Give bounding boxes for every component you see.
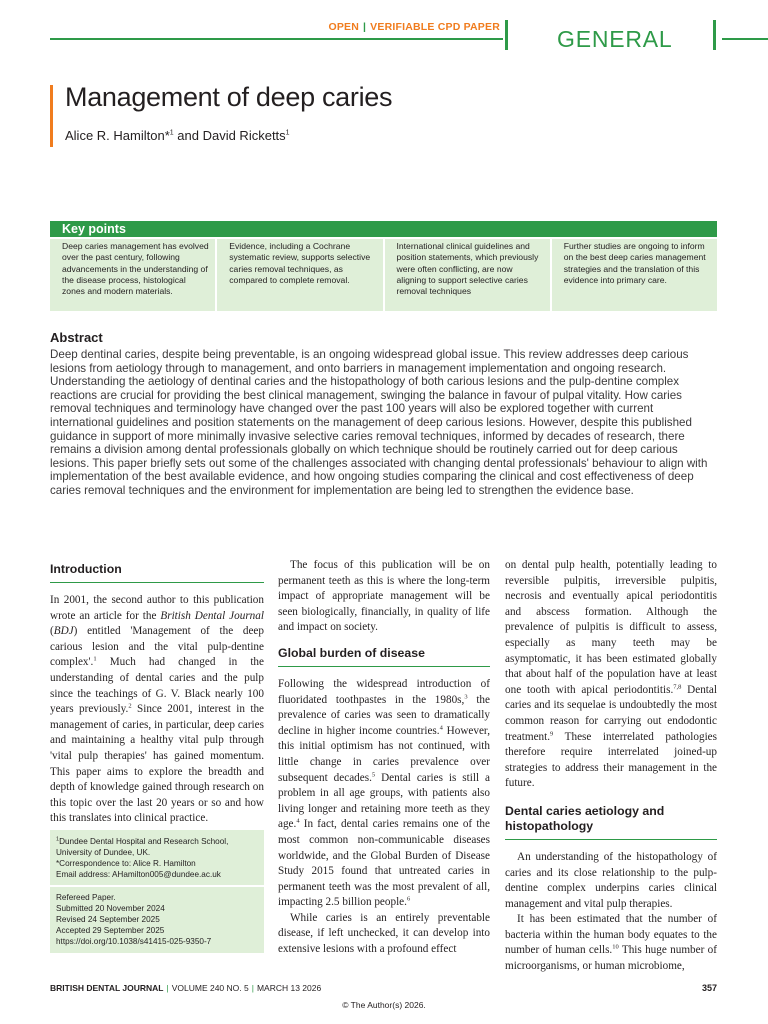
header-separator: | [363,21,367,33]
refereed-label: Refereed Paper. [56,893,116,902]
microbiome-text-a: It has been estimated that the number of bacteria within the human body equates to the number of human cells. [505,913,717,957]
burden-text-e: In fact, dental caries remains one of the most common non-communicable diseases worldwide, and the Global Burden of Disease Study 2015 found that untreated caries in permanent teeth was the most prevalent of all, impacting 2.5 billion people. [278,818,490,909]
copyright-notice: © The Author(s) 2026. [342,1000,426,1010]
header-rule-right [722,38,768,40]
citation: 5 [371,770,376,778]
section-label: GENERAL [557,26,673,52]
intro-text-b: ( [50,625,54,638]
intro-text-c: ) entitled 'Management of the deep carious lesion and the vital pulp-dentine complex'. [50,625,264,669]
global-burden-heading: Global burden of disease [278,646,490,667]
citation: 4 [296,817,300,825]
aetiology-heading: Dental caries aetiology and histopathology [505,804,717,840]
histopathology-paragraph: An understanding of the histopathology of caries and its close relationship to the pulp-dentine complex underpins caries clinical management and vital pulp therapies. [505,850,717,910]
burden-text-c: However, this initial optimism has not continued, with little change in caries prevalence over subsequent decades. [278,724,490,784]
citation: 1 [93,655,97,663]
citation: 2 [128,702,132,710]
global-burden-paragraph [278,677,490,911]
issue-date: MARCH 13 2026 [256,983,322,993]
page-number: 357 [701,983,717,993]
author-2: and David Ricketts [173,128,286,143]
pulp-text-c: These interrelated pathologies therefore require interrelated joined-up strategies to address their management in the future. [505,730,717,790]
key-points-row [50,239,717,311]
doi-link[interactable]: https://doi.org/10.1038/s41415-025-9350-7 [56,937,212,946]
article-info-box [50,830,264,953]
correspondence: *Correspondence to: Alice R. Hamilton [56,859,196,868]
citation: 6 [406,895,411,903]
citation: 7,8 [673,683,682,691]
header-rule [50,38,503,40]
open-tag: OPEN [328,21,360,33]
volume-issue: VOLUME 240 NO. 5 [171,983,249,993]
key-points-heading: Key points [50,221,717,237]
author-line [65,128,290,143]
affiliation [56,836,258,858]
footer-separator: | [251,983,254,993]
history-block [50,887,264,953]
author-2-affiliation: 1 [285,129,290,137]
column-1 [50,562,264,827]
column-3 [505,558,717,975]
author-1-affiliation: 1 [169,129,174,137]
running-footer [50,983,321,993]
citation: 3 [464,692,468,700]
section-bar-right [713,20,716,50]
pulp-health-paragraph [505,558,717,792]
key-point-3: International clinical guidelines and position statements, which previously were often conflicting, are now aligning to support selective caries removal techniques [385,239,550,311]
citation: 4 [439,724,443,732]
author-1: Alice R. Hamilton* [65,128,170,143]
affiliation-text: Dundee Dental Hospital and Research School, University of Dundee, UK. [56,837,229,857]
affiliation-block [50,830,264,885]
introduction-heading: Introduction [50,562,264,583]
article-title: Management of deep caries [65,82,393,112]
intro-text-d: Much had changed in the understanding of dental caries and the pulp since the teachings of G. V. Black nearly 100 years previously. [50,656,264,716]
intro-paragraph [50,593,264,827]
affiliation-marker: 1 [56,836,60,843]
accepted-date: Accepted 29 September 2025 [56,926,165,935]
open-access-label [328,21,500,33]
cpd-tag: VERIFIABLE CPD PAPER [370,21,500,33]
key-points-box [50,221,717,311]
burden-text-a: Following the widespread introduction of fluoridated toothpastes in the 1980s, [278,677,490,706]
key-point-2: Evidence, including a Cochrane systematic review, supports selective caries removal techniques, as compared to complete removal. [217,239,382,311]
title-accent-bar [50,85,53,147]
journal-abbrev: BDJ [53,625,74,638]
key-point-4: Further studies are ongoing to inform on the best deep caries management strategies and the translation of this evidence into primary care. [552,239,717,311]
burden-text-b: the prevalence of caries was seen to dramatically decline in higher income countries. [278,693,490,737]
abstract-text: Deep dentinal caries, despite being preventable, is an ongoing widespread global issue. This review addresses deep carious lesions from aetiology through to management, and onto barriers in management implementation and ongoing research. Understanding the aetiology of dentinal caries and the histopathology of both carious lesions and the pulp-dentine complex reactions are crucial for providing the best clinical management, swinging the balance in favour of pulpal vitality. How caries removal techniques and terminology have changed over the past 100 years will also be explored together with current international guidelines and position statements on the management of deep carious lesions. However, despite this published guidance in support of more minimally invasive selective caries removal techniques, informed by decades of research, there remains a division among dental professionals globally on which technique should be routinely carried out for deep carious lesions. This paper briefly sets out some of the challenges associated with changing dental professionals' behaviour to align with implementation of the best available evidence, and how ongoing studies comparing the clinical and cost effectiveness of deep caries removal techniques and the environment for implementation are being led to strengthen the evidence base. [50,348,708,497]
burden-text-d: Dental caries is still a problem in all age groups, with patients also living longer and retaining more teeth as they age. [278,771,490,831]
key-point-1: Deep caries management has evolved over the past century, following advancements in the understanding of the disease process, histological zones and modern materials. [50,239,215,311]
focus-paragraph: The focus of this publication will be on permanent teeth as this is where the long-term impact of appropriate management will be seen biologically, financially, in quality of life and impact on society. [278,559,490,634]
submitted-date: Submitted 20 November 2024 [56,904,165,913]
preventable-paragraph: While caries is an entirely preventable disease, if left unchecked, it can develop into extensive lesions with a profound effect [278,911,490,956]
journal-footer-name: BRITISH DENTAL JOURNAL [50,983,164,993]
intro-text-a: In 2001, the second author to this publication wrote an article for the [50,594,264,622]
column-2 [278,558,490,958]
revised-date: Revised 24 September 2025 [56,915,160,924]
citation: 10 [612,943,619,951]
pulp-text-b: Dental caries and its sequelae is undoubtedly the most common reason for carrying out endodontic treatment. [505,683,717,743]
abstract-heading: Abstract [50,330,103,345]
section-bar-left [505,20,508,50]
citation: 9 [550,729,554,737]
pulp-text-a: on dental pulp health, potentially leading to reversible pulpitis, irreversible pulpitis, necrosis and eventually apical periodontitis and abscess formation. Although the prevalence of pulpitis is difficult to assess, especially as many teeth may be asymptomatic, it has been estimated globally that about half of the population have at least one tooth with apical periodontitis. [505,559,717,696]
journal-name: British Dental Journal [160,609,264,622]
footer-separator: | [166,983,169,993]
microbiome-paragraph [505,912,717,974]
microbiome-text-b: This huge number of microorganisms, or human microbiome, [505,944,717,973]
email-address: Email address: AHamilton005@dundee.ac.uk [56,870,221,879]
intro-text-e: Since 2001, interest in the management of caries, in particular, deep caries and maintaining a healthy vital pulp through 'vital pulp therapies' has gained momentum. This paper aims to explore the breadth and depth of knowledge gained through research on this topic over the last 20 years or so and how this translates into clinical practice. [50,703,264,825]
